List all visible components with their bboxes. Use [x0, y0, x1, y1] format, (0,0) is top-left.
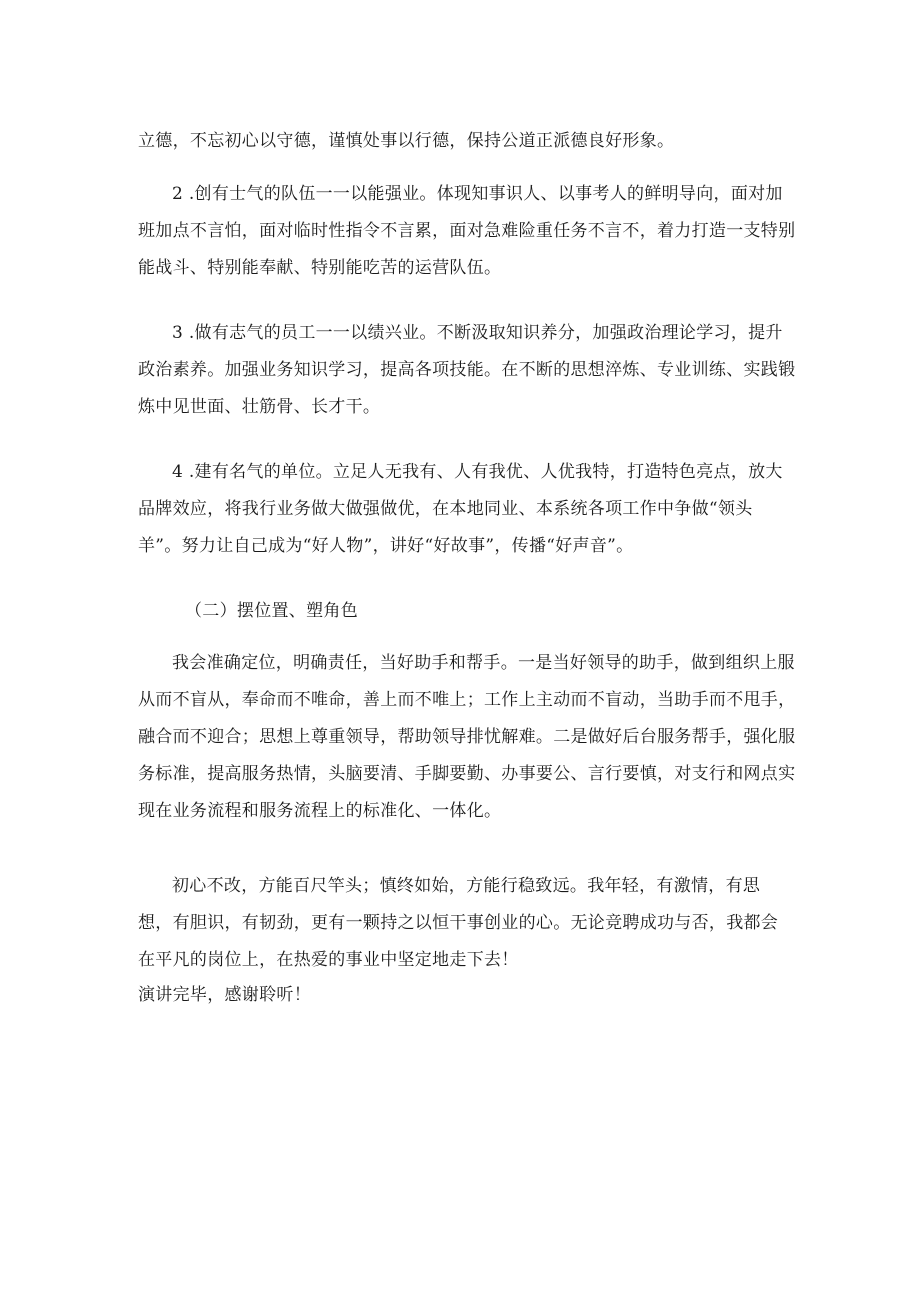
- text-line: 立德，不忘初心以守德，谨慎处事以行德，保持公道正派德良好形象。: [138, 131, 675, 151]
- text-line: 演讲完毕，感谢聆听！: [138, 985, 311, 1005]
- text-line: 我会准确定位，明确责任，当好助手和帮手。一是当好领导的助手，做到组织上服: [172, 653, 795, 673]
- text-line: 融合而不迎合；思想上尊重领导，帮助领导排忧解难。二是做好后台服务帮手，强化服: [138, 727, 796, 747]
- closing-remark: [138, 977, 788, 1014]
- text-line: 班加点不言怕，面对临时性指令不言累，面对急难险重任务不言不，着力打造一支特别: [138, 221, 796, 241]
- text-line: 品牌效应，将我行业务做大做强做优，在本地同业、本系统各项工作中争做“领头: [138, 499, 753, 519]
- paragraph-team-morale: [138, 176, 796, 287]
- text-line: 初心不改，方能百尺竿头；慎终如始，方能行稳致远。我年轻，有激情，有思: [172, 876, 761, 896]
- paragraph-positioning: [138, 645, 796, 830]
- paragraph-unit-reputation: [138, 454, 788, 565]
- text-line: 在平凡的岗位上，在热爱的事业中坚定地走下去！: [138, 950, 519, 970]
- text-line: 4 .建有名气的单位。立足人无我有、人有我优、人优我特，打造特色亮点，放大: [172, 462, 783, 482]
- text-line: 想，有胆识，有韧劲，更有一颗持之以恒干事创业的心。无论竞聘成功与否，我都会: [138, 913, 779, 933]
- text-line: 从而不盲从，奉命而不唯命，善上而不唯上；工作上主动而不盲动，当助手而不甩手，: [138, 690, 796, 710]
- text-line: 能战斗、特别能奉献、特别能吃苦的运营队伍。: [138, 258, 502, 278]
- text-line: 现在业务流程和服务流程上的标准化、一体化。: [138, 801, 502, 821]
- text-line: 炼中见世面、壮筋骨、长才干。: [138, 397, 381, 417]
- text-line: 政治素养。加强业务知识学习，提高各项技能。在不断的思想淬炼、专业训练、实践锻: [138, 360, 796, 380]
- text-line: 2 .创有士气的队伍一一以能强业。体现知事识人、以事考人的鲜明导向，面对加: [172, 184, 783, 204]
- text-line: 羊”。努力让自己成为“好人物”，讲好“好故事”，传播“好声音”。: [138, 536, 634, 556]
- paragraph-conclusion: [138, 868, 788, 979]
- text-line: 3 .做有志气的员工一一以绩兴业。不断汲取知识养分，加强政治理论学习，提升: [172, 323, 783, 343]
- paragraph-integrity: [138, 123, 788, 160]
- paragraph-employee-ambition: [138, 315, 796, 426]
- text-line: 务标准，提高服务热情，头脑要清、手脚要勤、办事要公、言行要慎，对支行和网点实: [138, 764, 796, 784]
- section-heading: （二）摆位置、塑角色: [185, 601, 358, 621]
